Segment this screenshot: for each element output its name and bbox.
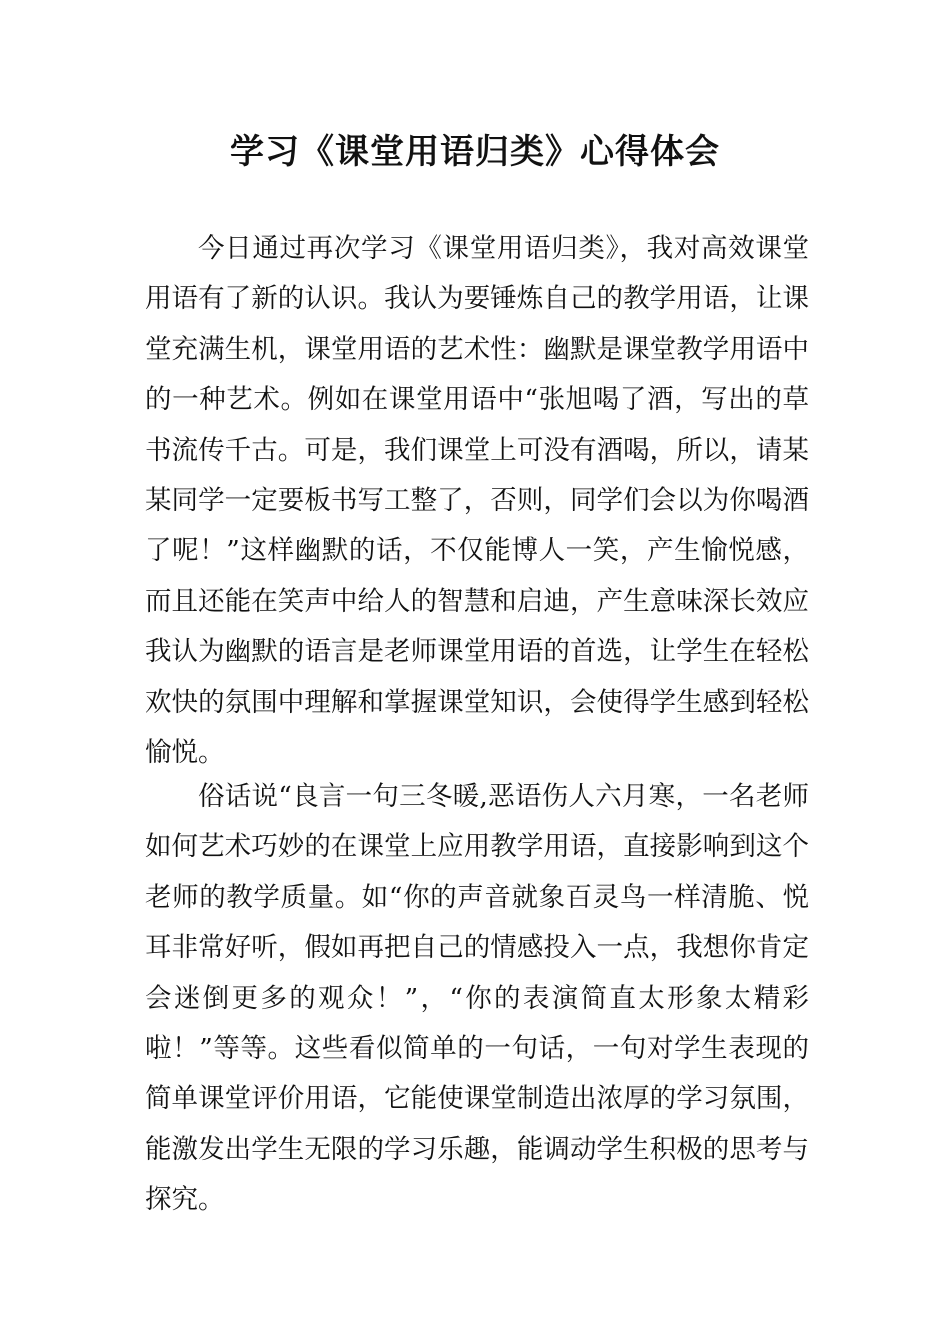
paragraph-1: 今日通过再次学习《课堂用语归类》，我对高效课堂用语有了新的认识。我认为要锤炼自己的教学用语，让课堂充满生机，课堂用语的艺术性：幽默是课堂教学用语中的一种艺术。例如在课堂用语中“张旭喝了酒，写出的草书流传千古。可是，我们课堂上可没有酒喝，所以，请某某同学一定要板书写工整了，否则，同学们会以为你喝酒了呢！”这样幽默的话，不仅能博人一笑，产生愉悦感，而且还能在笑声中给人的智慧和启迪，产生意味深长效应我认为幽默的语言是老师课堂用语的首选，让学生在轻松欢快的氛围中理解和掌握课堂知识，会使得学生感到轻松愉悦。 (145, 233, 809, 769)
document-title: 学习《课堂用语归类》心得体会 (230, 132, 720, 172)
paragraph-2: 俗话说“良言一句三冬暖,恶语伤人六月寒，一名老师如何艺术巧妙的在课堂上应用教学用语，直接影响到这个老师的教学质量。如“你的声音就象百灵鸟一样清脆、悦耳非常好听，假如再把自己的情感投入一点，我想你肯定会迷倒更多的观众！”，“你的表演简直太形象太精彩啦！”等等。这些看似简单的一句话，一句对学生表现的简单课堂评价用语，它能使课堂制造出浓厚的学习氛围，能激发出学生无限的学习乐趣，能调动学生积极的思考与探究。 (145, 781, 809, 1216)
